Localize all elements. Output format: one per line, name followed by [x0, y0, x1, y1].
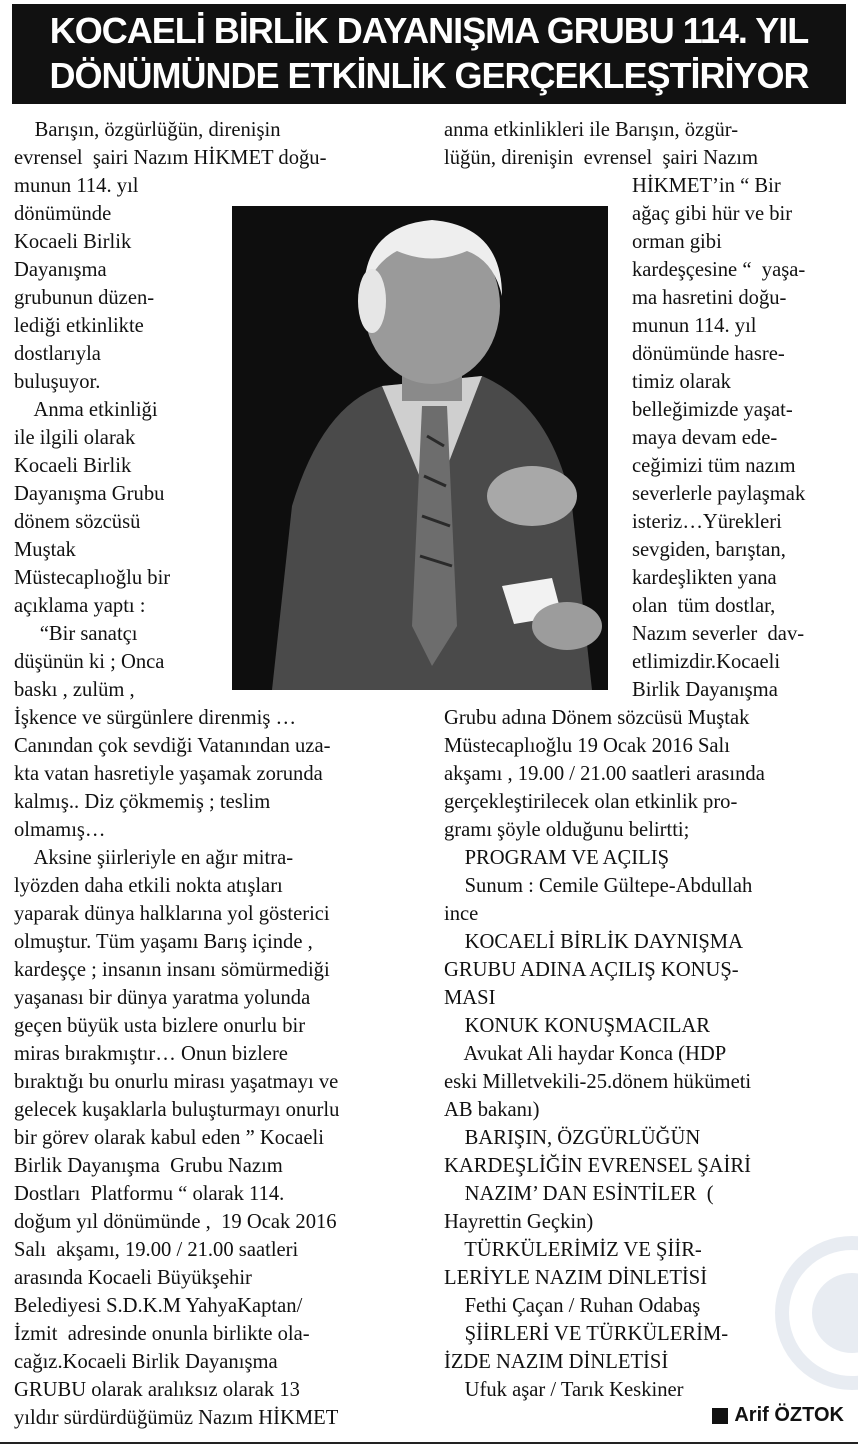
- bottom-rule: [0, 1442, 858, 1444]
- text-line: kardeşçesine “ yaşa-: [632, 259, 806, 281]
- author-name: Arif ÖZTOK: [734, 1404, 844, 1426]
- text-line: dönem sözcüsü: [14, 511, 141, 533]
- text-line: HİKMET’in “ Bir: [632, 175, 781, 197]
- text-line: grubunun düzen-: [14, 287, 155, 309]
- text-line: cağız.Kocaeli Birlik Dayanışma: [14, 1351, 278, 1373]
- text-line: arasında Kocaeli Büyükşehir: [14, 1267, 252, 1289]
- text-line: kta vatan hasretiyle yaşamak zorunda: [14, 763, 323, 785]
- text-line: dönümünde hasre-: [632, 343, 785, 365]
- text-line: lüğün, direnişin evrensel şairi Nazım: [444, 147, 758, 169]
- byline: [712, 1404, 844, 1427]
- text-line: Nazım severler dav-: [632, 623, 805, 645]
- text-line: ince: [444, 903, 479, 925]
- text-line: ağaç gibi hür ve bir: [632, 203, 793, 225]
- text-line: gelecek kuşaklarla buluşturmayı onurlu: [14, 1099, 340, 1121]
- text-line: Avukat Ali haydar Konca (HDP: [444, 1043, 727, 1065]
- text-line: açıklama yaptı :: [14, 595, 146, 617]
- text-line: Dayanışma Grubu: [14, 483, 165, 505]
- text-line: orman gibi: [632, 231, 722, 253]
- text-line: gramı şöyle olduğunu belirtti;: [444, 819, 690, 841]
- text-line: İşkence ve sürgünlere direnmiş …: [14, 707, 297, 729]
- byline-square-icon: [712, 1408, 728, 1424]
- text-line: dostlarıyla: [14, 343, 101, 365]
- text-line: evrensel şairi Nazım HİKMET doğu-: [14, 147, 327, 169]
- headline-banner: [12, 4, 846, 104]
- text-line: Anma etkinliği: [14, 399, 158, 421]
- text-line: Hayrettin Geçkin): [444, 1211, 594, 1233]
- text-line: lyözden daha etkili nokta atışları: [14, 875, 283, 897]
- text-line: yıldır sürdürdüğümüz Nazım HİKMET: [14, 1407, 339, 1429]
- text-line: GRUBU ADINA AÇILIŞ KONUŞ-: [444, 959, 739, 981]
- text-line: miras bırakmıştır… Onun bizlere: [14, 1043, 288, 1065]
- text-line: anma etkinlikleri ile Barışın, özgür-: [444, 119, 739, 141]
- text-line: sevgiden, barıştan,: [632, 539, 786, 561]
- text-line: Barışın, özgürlüğün, direnişin: [14, 119, 281, 141]
- text-line: eski Milletvekili-25.dönem hükümeti: [444, 1071, 752, 1093]
- text-line: ŞİİRLERİ VE TÜRKÜLERİM-: [444, 1323, 729, 1345]
- text-line: doğum yıl dönümünde , 19 Ocak 2016: [14, 1211, 337, 1233]
- text-line: GRUBU olarak aralıksız olarak 13: [14, 1379, 300, 1401]
- text-line: munun 114. yıl: [632, 315, 757, 337]
- text-line: yaşanası bir dünya yaratma yolunda: [14, 987, 311, 1009]
- portrait-photo: [232, 206, 608, 690]
- text-line: kardeşlikten yana: [632, 567, 777, 589]
- text-line: Grubu adına Dönem sözcüsü Muştak: [444, 707, 750, 729]
- text-line: olmamış…: [14, 819, 106, 841]
- text-line: Belediyesi S.D.K.M YahyaKaptan/: [14, 1295, 303, 1317]
- headline-line-1: KOCAELİ BİRLİK DAYANIŞMA GRUBU 114. YIL: [49, 10, 809, 51]
- text-line: düşünün ki ; Onca: [14, 651, 165, 673]
- text-line: Dayanışma: [14, 259, 107, 281]
- text-line: PROGRAM VE AÇILIŞ: [444, 847, 670, 869]
- text-line: MASI: [444, 987, 496, 1009]
- text-line: LERİYLE NAZIM DİNLETİSİ: [444, 1267, 708, 1289]
- text-line: dönümünde: [14, 203, 112, 225]
- text-line: TÜRKÜLERİMİZ VE ŞİİR-: [444, 1239, 702, 1261]
- text-line: lediği etkinlikte: [14, 315, 144, 337]
- text-line: KARDEŞLİĞİN EVRENSEL ŞAİRİ: [444, 1155, 751, 1177]
- text-line: geçen büyük usta bizlere onurlu bir: [14, 1015, 306, 1037]
- text-line: Birlik Dayanışma Grubu Nazım: [14, 1155, 283, 1177]
- text-line: Kocaeli Birlik: [14, 231, 132, 253]
- text-line: olmuştur. Tüm yaşamı Barış içinde ,: [14, 931, 313, 953]
- text-line: maya devam ede-: [632, 427, 778, 449]
- text-line: belleğimizde yaşat-: [632, 399, 793, 421]
- text-line: ma hasretini doğu-: [632, 287, 787, 309]
- text-line: timiz olarak: [632, 371, 731, 393]
- text-line: buluşuyor.: [14, 371, 101, 393]
- text-line: KOCAELİ BİRLİK DAYNIŞMA: [444, 931, 743, 953]
- text-line: Müstecaplıoğlu bir: [14, 567, 171, 589]
- text-line: Sunum : Cemile Gültepe-Abdullah: [444, 875, 753, 897]
- text-line: Dostları Platformu “ olarak 114.: [14, 1183, 285, 1205]
- text-line: Birlik Dayanışma: [632, 679, 778, 701]
- text-line: Ufuk aşar / Tarık Keskiner: [444, 1379, 684, 1401]
- text-line: baskı , zulüm ,: [14, 679, 135, 701]
- headline-line-2: DÖNÜMÜNDE ETKİNLİK GERÇEKLEŞTİRİYOR: [49, 55, 809, 96]
- text-line: kardeşçe ; insanın insanı sömürmediği: [14, 959, 330, 981]
- text-line: bir görev olarak kabul eden ” Kocaeli: [14, 1127, 324, 1149]
- text-line: bıraktığı bu onurlu mirası yaşatmayı ve: [14, 1071, 339, 1093]
- text-line: ceğimizi tüm nazım: [632, 455, 796, 477]
- text-line: “Bir sanatçı: [14, 623, 138, 645]
- text-line: İZDE NAZIM DİNLETİSİ: [444, 1351, 669, 1373]
- text-line: Kocaeli Birlik: [14, 455, 132, 477]
- portrait-illustration: [232, 206, 608, 690]
- text-line: isteriz…Yürekleri: [632, 511, 782, 533]
- text-line: BARIŞIN, ÖZGÜRLÜĞÜN: [444, 1127, 701, 1149]
- text-line: munun 114. yıl: [14, 175, 139, 197]
- text-line: KONUK KONUŞMACILAR: [444, 1015, 711, 1037]
- text-line: kalmış.. Diz çökmemiş ; teslim: [14, 791, 271, 813]
- text-line: akşamı , 19.00 / 21.00 saatleri arasında: [444, 763, 765, 785]
- text-line: etlimizdir.Kocaeli: [632, 651, 781, 673]
- text-line: ile ilgili olarak: [14, 427, 136, 449]
- text-line: olan tüm dostlar,: [632, 595, 776, 617]
- text-line: Aksine şiirleriyle en ağır mitra-: [14, 847, 294, 869]
- text-line: İzmit adresinde onunla birlikte ola-: [14, 1323, 310, 1345]
- text-line: severlerle paylaşmak: [632, 483, 806, 505]
- text-line: Salı akşamı, 19.00 / 21.00 saatleri: [14, 1239, 299, 1261]
- text-line: gerçekleştirilecek olan etkinlik pro-: [444, 791, 738, 813]
- text-line: Canından çok sevdiği Vatanından uza-: [14, 735, 331, 757]
- text-line: Muştak: [14, 539, 76, 561]
- text-line: Müstecaplıoğlu 19 Ocak 2016 Salı: [444, 735, 730, 757]
- watermark-logo: [762, 1228, 858, 1398]
- text-line: yaparak dünya halklarına yol gösterici: [14, 903, 330, 925]
- text-line: NAZIM’ DAN ESİNTİLER (: [444, 1183, 714, 1205]
- text-line: AB bakanı): [444, 1099, 540, 1121]
- text-line: Fethi Çaçan / Ruhan Odabaş: [444, 1295, 701, 1317]
